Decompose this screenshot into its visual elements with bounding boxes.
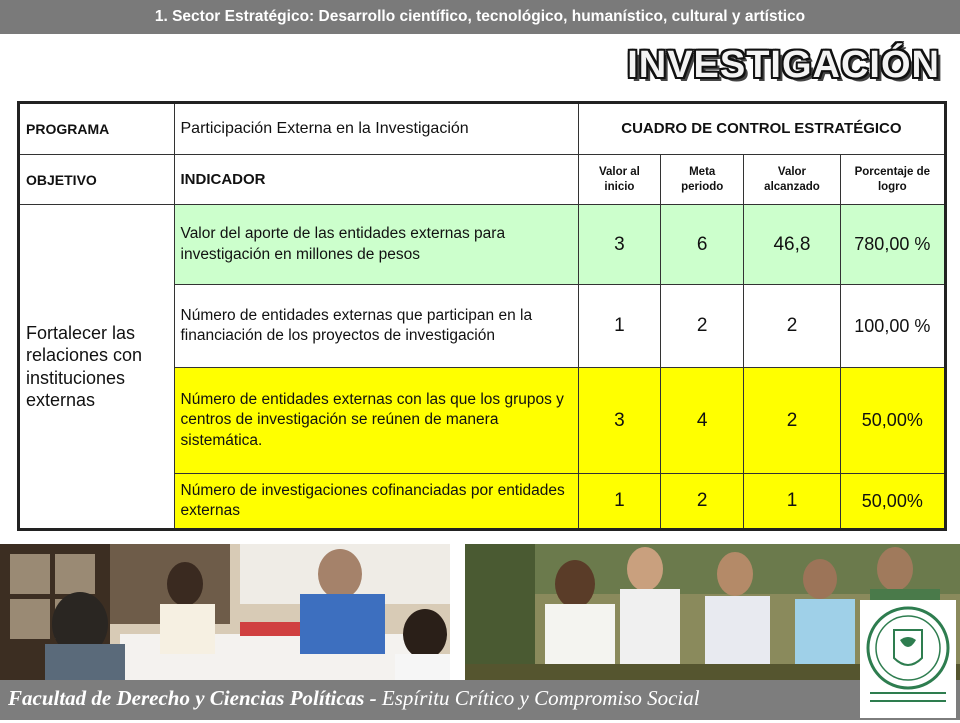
programa-value: Participación Externa en la Investigación <box>174 103 578 155</box>
indicador-cell: Número de entidades externas que participan en la financiación de los proyectos de investigación <box>174 285 578 368</box>
sector-title: 1. Sector Estratégico: Desarrollo científico, tecnológico, humanístico, cultural y artístico <box>154 8 806 25</box>
footer-separator: - <box>364 686 382 710</box>
porcentaje-cell: 780,00 % <box>840 205 945 285</box>
programa-label: PROGRAMA <box>19 103 175 155</box>
valor-inicio-cell: 3 <box>578 368 660 474</box>
meta-cell: 2 <box>661 285 744 368</box>
footer-text <box>8 686 700 711</box>
strategic-control-table <box>17 101 947 531</box>
cuadro-control-label: CUADRO DE CONTROL ESTRATÉGICO <box>578 103 945 155</box>
valor-inicio-cell: 1 <box>578 285 660 368</box>
faculty-name: Facultad de Derecho y Ciencias Políticas <box>8 686 365 710</box>
page-title: INVESTIGACIÓN <box>627 44 940 86</box>
objetivo-label: OBJETIVO <box>19 155 175 205</box>
meta-cell: 6 <box>661 205 744 285</box>
meta-cell: 2 <box>661 474 744 530</box>
col-porcentaje-logro: Porcentaje de logro <box>840 155 945 205</box>
table-row <box>19 205 946 285</box>
sector-header-bar <box>0 0 960 34</box>
objetivo-value: Fortalecer las relaciones con instituciones externas <box>19 205 175 530</box>
meeting-photo-left <box>0 544 450 684</box>
indicador-cell: Valor del aporte de las entidades externas para investigación en millones de pesos <box>174 205 578 285</box>
valor-alcanzado-cell: 2 <box>744 285 840 368</box>
porcentaje-cell: 50,00% <box>840 474 945 530</box>
indicador-cell: Número de entidades externas con las que los grupos y centros de investigación se reúnen de manera sistemática. <box>174 368 578 474</box>
indicador-cell: Número de investigaciones cofinanciadas por entidades externas <box>174 474 578 530</box>
col-meta-periodo: Meta periodo <box>661 155 744 205</box>
valor-alcanzado-cell: 2 <box>744 368 840 474</box>
porcentaje-cell: 100,00 % <box>840 285 945 368</box>
meta-cell: 4 <box>661 368 744 474</box>
col-valor-alcanzado: Valor alcanzado <box>744 155 840 205</box>
valor-inicio-cell: 3 <box>578 205 660 285</box>
photo-strip <box>0 544 960 684</box>
footer-motto: Espíritu Crítico y Compromiso Social <box>381 686 700 710</box>
valor-inicio-cell: 1 <box>578 474 660 530</box>
indicador-label: INDICADOR <box>174 155 578 205</box>
university-logo <box>860 600 956 718</box>
porcentaje-cell: 50,00% <box>840 368 945 474</box>
valor-alcanzado-cell: 46,8 <box>744 205 840 285</box>
col-valor-inicio: Valor al inicio <box>578 155 660 205</box>
valor-alcanzado-cell: 1 <box>744 474 840 530</box>
